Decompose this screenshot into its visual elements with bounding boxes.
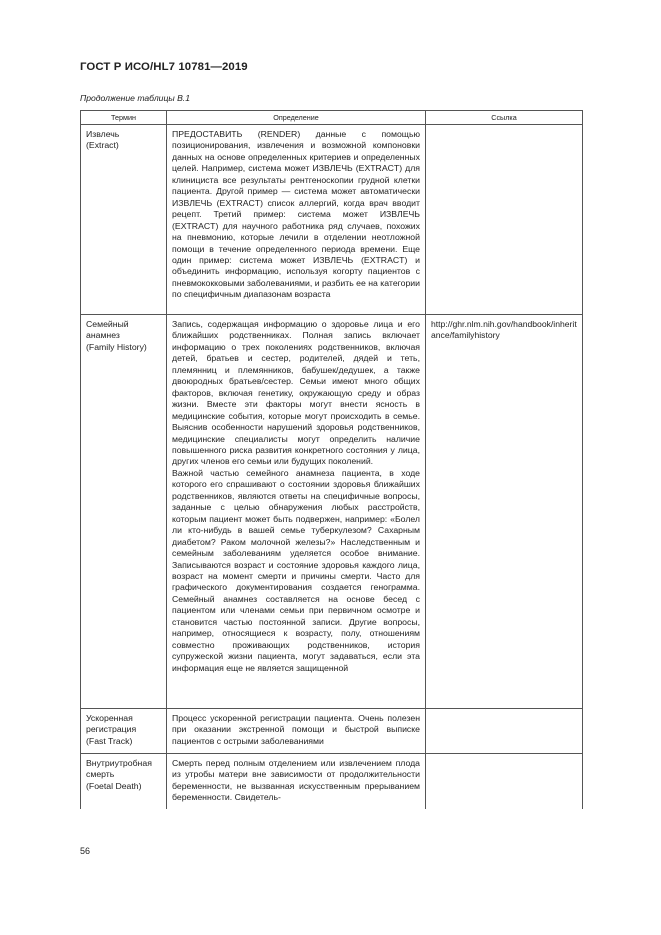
header-definition: Определение xyxy=(167,111,426,125)
header-link: Ссылка xyxy=(426,111,583,125)
term-line: (Extract) xyxy=(86,140,119,151)
term-line: Семейный xyxy=(86,319,129,329)
term-line: анамнез xyxy=(86,330,120,341)
definition-paragraph: Важной частью семейного анамнеза пациента, в ходе которого его спрашивают о состоянии здоровья ближайших родственников, являются ответы на специфичные вопросы, заданные с целью обнаружения любых расстройств, которым пациент может быть подвержен, например: «Болел ли кто-нибудь в вашей семье туберкулезом? Сахарным диабетом? Раком молочной железы?» Наследственным и семейным заболеваниям уделяется особое внимание. Записываются возраст и состояние здоровья каждого лица, возраст на момент смерти и причины смерти. Часто для графического документирования создается генограмма. Семейный анамнез составляется на основе бесед с пациентом или членами семьи при первичном осмотре и становится частью постоянной записи. Другие вопросы, например, относящиеся к возрасту, полу, отношениям совместно проживающих родственников, история супружеской жизни пациента, могут задаваться, если эта информация еще не является защищенной xyxy=(172,467,420,673)
document-standard: ГОСТ Р ИСО/HL7 10781—2019 xyxy=(80,61,248,73)
link-cell xyxy=(426,125,583,315)
term-line: (Fast Track) xyxy=(86,735,133,746)
table-row xyxy=(81,315,583,709)
terms-table xyxy=(80,110,583,809)
term-cell xyxy=(81,125,167,315)
table-row xyxy=(81,754,583,810)
term-cell xyxy=(81,754,167,810)
table-header-row xyxy=(81,111,583,125)
term-line: (Foetal Death) xyxy=(86,780,142,791)
definition-cell: Процесс ускоренной регистрации пациента. Очень полезен при оказании экстренной помощи и быстрой выписке пациентов с острыми заболеваниями xyxy=(167,709,426,754)
term-cell xyxy=(81,315,167,709)
header-term: Термин xyxy=(81,111,167,125)
family-history-link[interactable]: http://ghr.nlm.nih.gov/handbook/inheritance/familyhistory xyxy=(431,319,577,341)
term-line: (Family History) xyxy=(86,341,147,352)
term-line: Ускоренная регистрация xyxy=(86,713,137,735)
table-caption: Продолжение таблицы В.1 xyxy=(80,93,190,103)
link-cell[interactable] xyxy=(426,315,583,709)
table-row xyxy=(81,709,583,754)
term-line: Внутриутробная xyxy=(86,758,152,768)
link-cell xyxy=(426,709,583,754)
term-line: смерть xyxy=(86,769,115,780)
definition-cell xyxy=(167,315,426,709)
term-line: Извлечь xyxy=(86,129,120,139)
term-cell xyxy=(81,709,167,754)
definition-cell: ПРЕДОСТАВИТЬ (RENDER) данные с помощью позиционирования, извлечения и возможной компоновки данных на основе определенных критериев и определенных целей. Например, система может ИЗВЛЕЧЬ (EXTRACT) для клинициста все результаты рентгеноскопии грудной клетки пациента. Другой пример — система может автоматически ИЗВЛЕЧЬ (EXTRACT) список аллергий, когда врач вводит рецепт. Третий пример: система может ИЗВЛЕЧЬ (EXTRACT) для научного работника ряд случаев, похожих на пневмонию, которые лечили в отделении неотложной помощи в течение определенного периода времени. Еще один пример: система может ИЗВЛЕЧЬ (EXTRACT) и объединить информацию, используя когорту пациентов с пневмококковыми заболеваниями, и разбить ее на категории по специфичным диапазонам возраста xyxy=(167,125,426,315)
table-row xyxy=(81,125,583,315)
page-number: 56 xyxy=(80,846,91,856)
link-cell xyxy=(426,754,583,810)
definition-cell: Смерть перед полным отделением или извлечением плода из утробы матери вне зависимости от продолжительности беременности, не вызванная искусственным прерыванием беременности. Свидетель- xyxy=(167,754,426,810)
definition-paragraph: Запись, содержащая информацию о здоровье лица и его ближайших родственниках. Полная запись включает информацию о трех поколениях родственников, включая детей, братьев и сестер, родителей, дядей и теть, племянниц и племянников, бабушек/дедушек, а также двоюродных братьев/сестер. Семьи имеют много общих факторов, включая генетику, окружающую среду и образ жизни. Вместе эти факторы могут внести ясность в медицинские события, которые могут происходить в семье. Выяснив особенности нарушений здоровья родственников, медицинские специалисты могут определить наличие повышенного риска развития конкретного состояния у лица, других членов его семьи или будущих поколений. xyxy=(172,319,420,467)
